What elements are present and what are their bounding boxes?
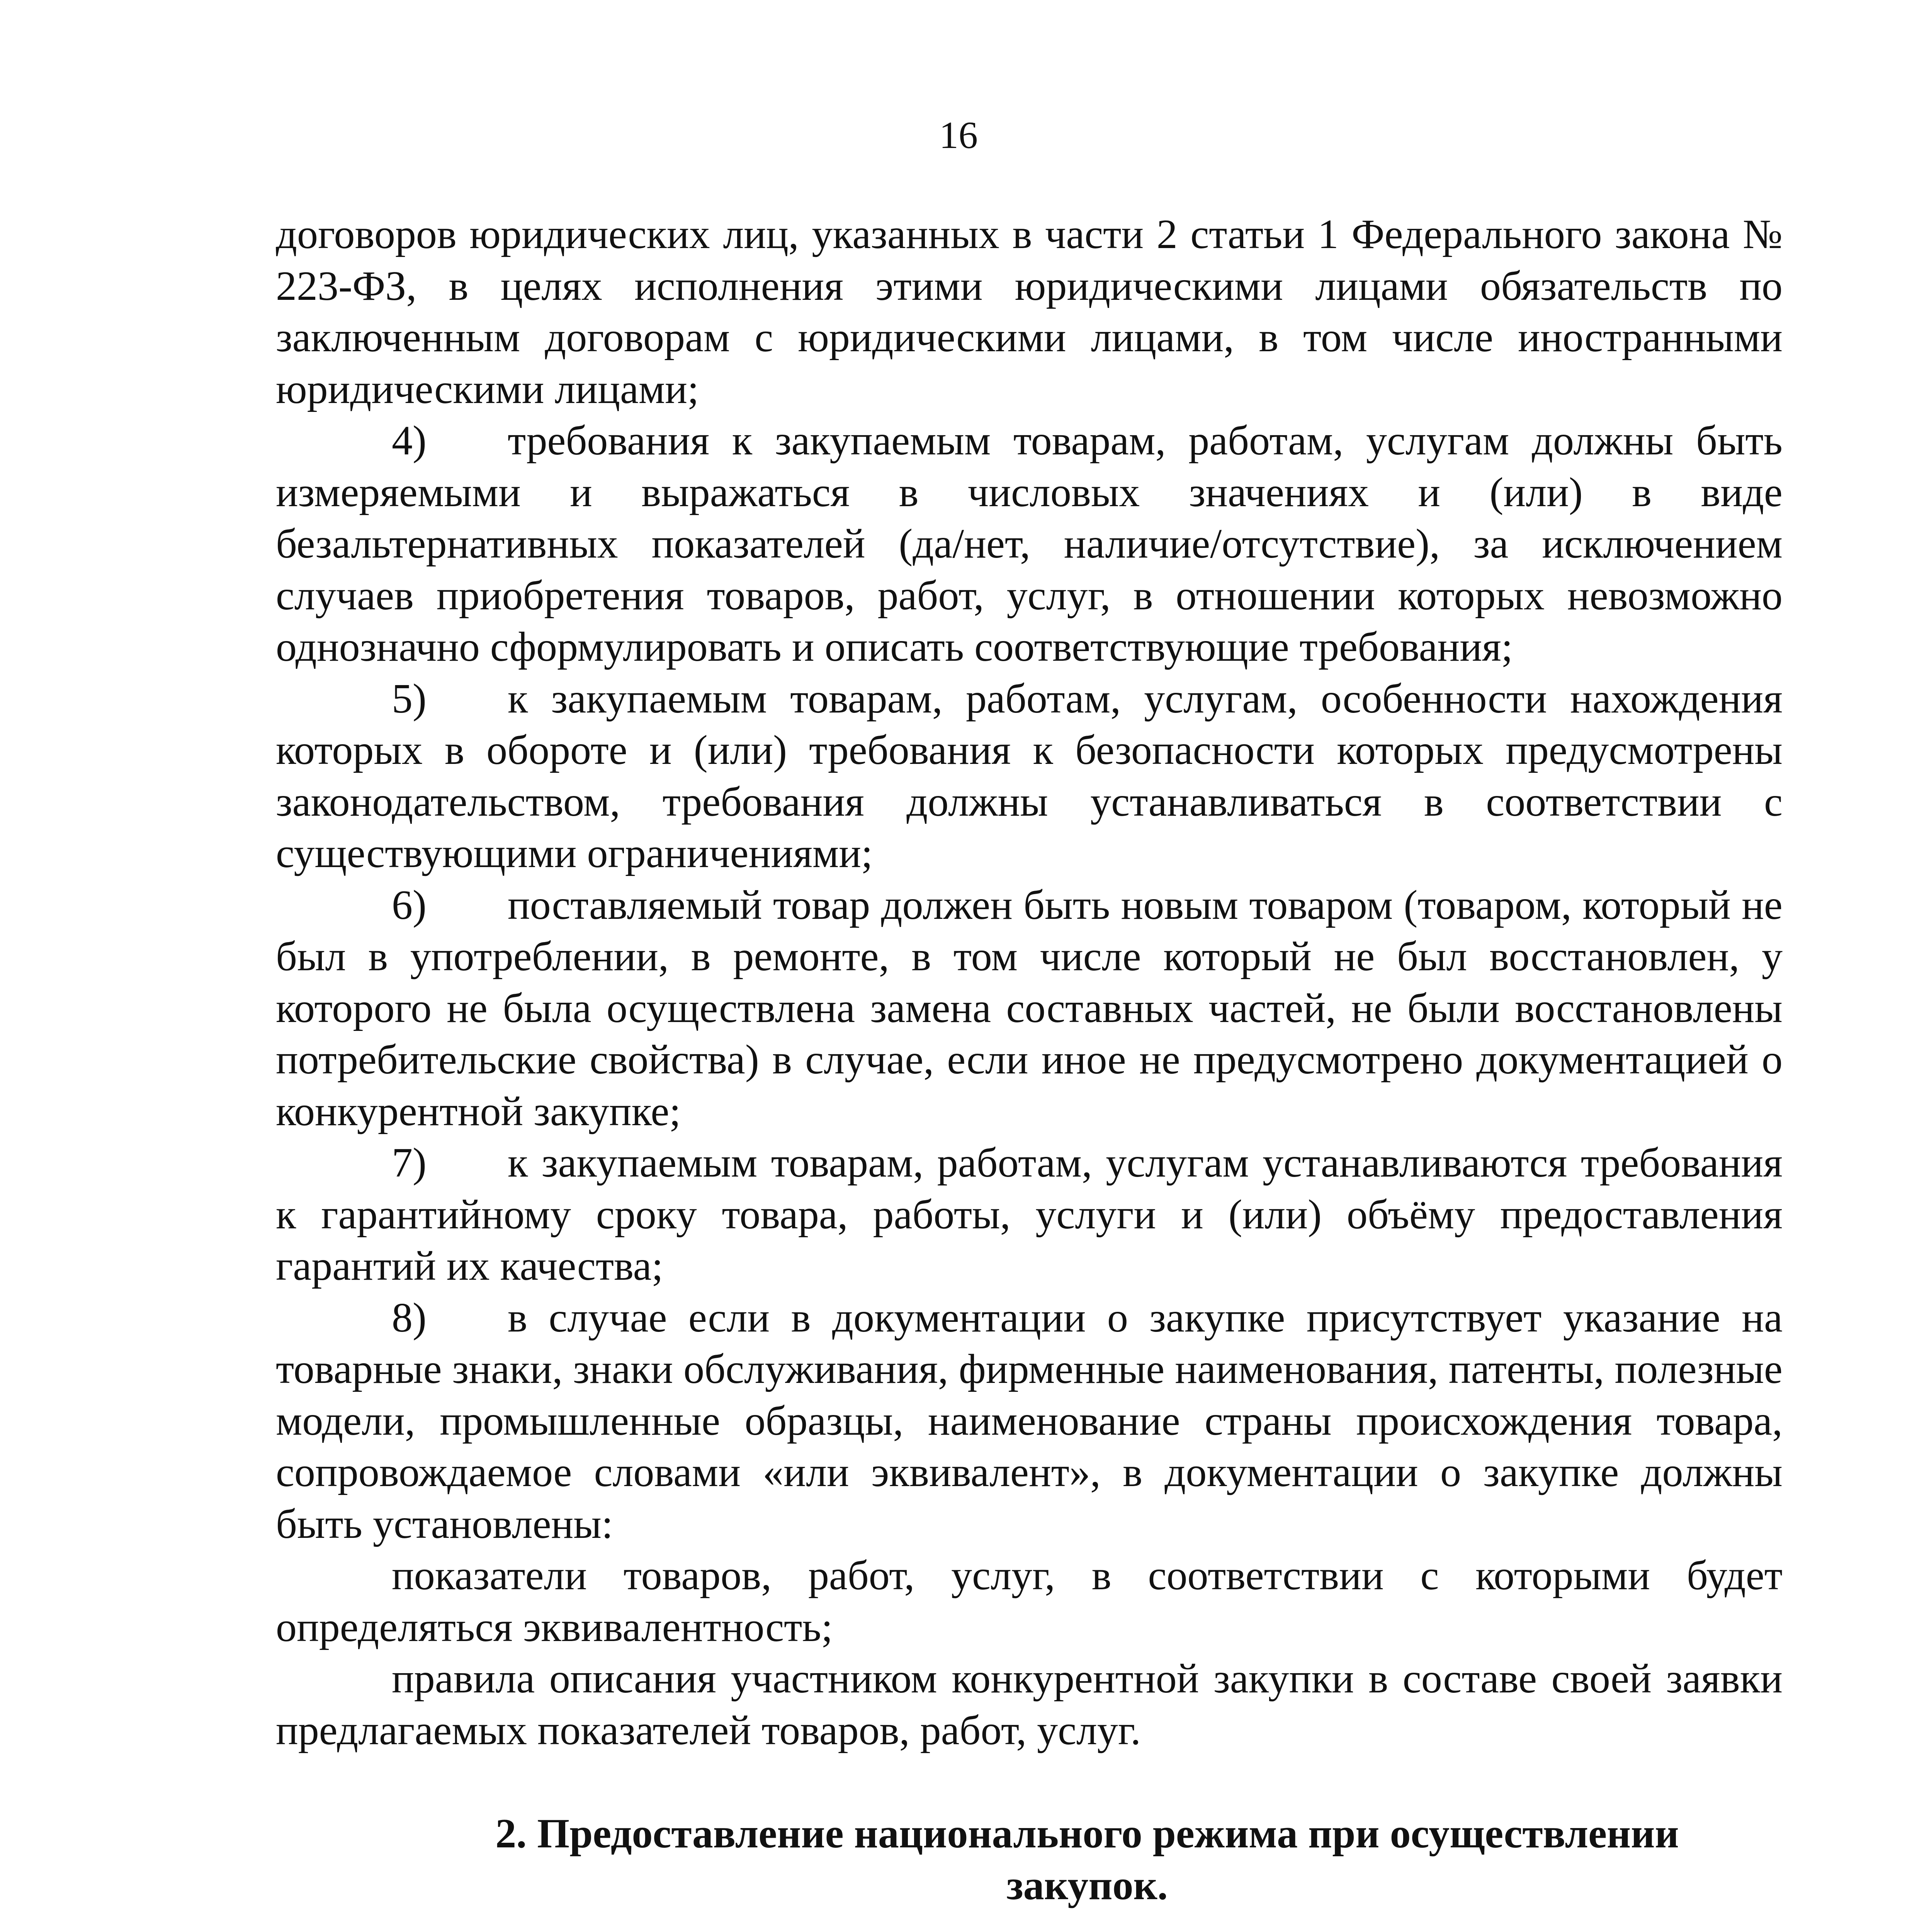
item-number: 7) (392, 1140, 427, 1186)
list-item (276, 1137, 1783, 1292)
list-item (276, 415, 1783, 673)
page-number: 16 (939, 114, 978, 156)
item-text: поставляемый товар должен быть новым товаром (товаром, который не был в употреблении, в ремонте, в том числе который не был восстановлен, у которого не была осуществлена замена составных частей, не были восстановлены потребительские свойства) в случае, если иное не предусмотрено документацией о конкурентной закупке; (276, 882, 1783, 1134)
paragraph-text: правила описания участником конкурентной закупки в составе своей заявки предлагаемых показателей товаров, работ, услуг. (276, 1656, 1783, 1753)
paragraph-text: показатели товаров, работ, услуг, в соответствии с которыми будет определяться эквивалентность; (276, 1553, 1783, 1650)
item-number: 5) (392, 675, 427, 722)
item-number: 6) (392, 882, 427, 928)
body-text (276, 209, 1783, 1932)
paragraph (276, 1550, 1783, 1653)
list-item (276, 879, 1783, 1138)
paragraph (276, 1653, 1783, 1756)
item-number: 8) (392, 1294, 427, 1341)
item-text: в случае если в документации о закупке присутствует указание на товарные знаки, знаки обслуживания, фирменные наименования, патенты, полезные модели, промышленные образцы, наименование страны происхождения товара, сопровождаемое словами «или эквивалент», в документации о закупке должны быть установлены: (276, 1294, 1783, 1547)
item-text: к закупаемым товарам, работам, услугам устанавливаются требования к гарантийному сроку товара, работы, услуги и (или) объёму предоставления гарантий их качества; (276, 1140, 1783, 1289)
item-text: к закупаемым товарам, работам, услугам, особенности нахождения которых в обороте и (или) требования к безопасности которых предусмотрены законодательством, требования должны устанавливаться в соответствии с существующими ограничениями; (276, 675, 1783, 876)
paragraph (276, 209, 1783, 415)
item-text: требования к закупаемым товарам, работам, услугам должны быть измеряемыми и выражаться в числовых значениях и (или) в виде безальтернативных показателей (да/нет, наличие/отсутствие), за исключением случаев приобретения товаров, работ, услуг, в отношении которых невозможно однозначно сформулировать и описать соответствующие требования; (276, 418, 1783, 670)
section-heading-line: 2. Предоставление национального режима при осуществлении (495, 1811, 1679, 1857)
section-heading (276, 1808, 1783, 1911)
paragraph-text: договоров юридических лиц, указанных в части 2 статьи 1 Федерального закона № 223-ФЗ, в целях исполнения этими юридическими лицами обязательств по заключенным договорам с юридическими лицами, в том числе иностранными юридическими лицами; (276, 211, 1783, 412)
section-heading-line: закупок. (1006, 1862, 1168, 1908)
list-item (276, 1292, 1783, 1550)
list-item (276, 673, 1783, 879)
item-number: 4) (392, 418, 427, 464)
